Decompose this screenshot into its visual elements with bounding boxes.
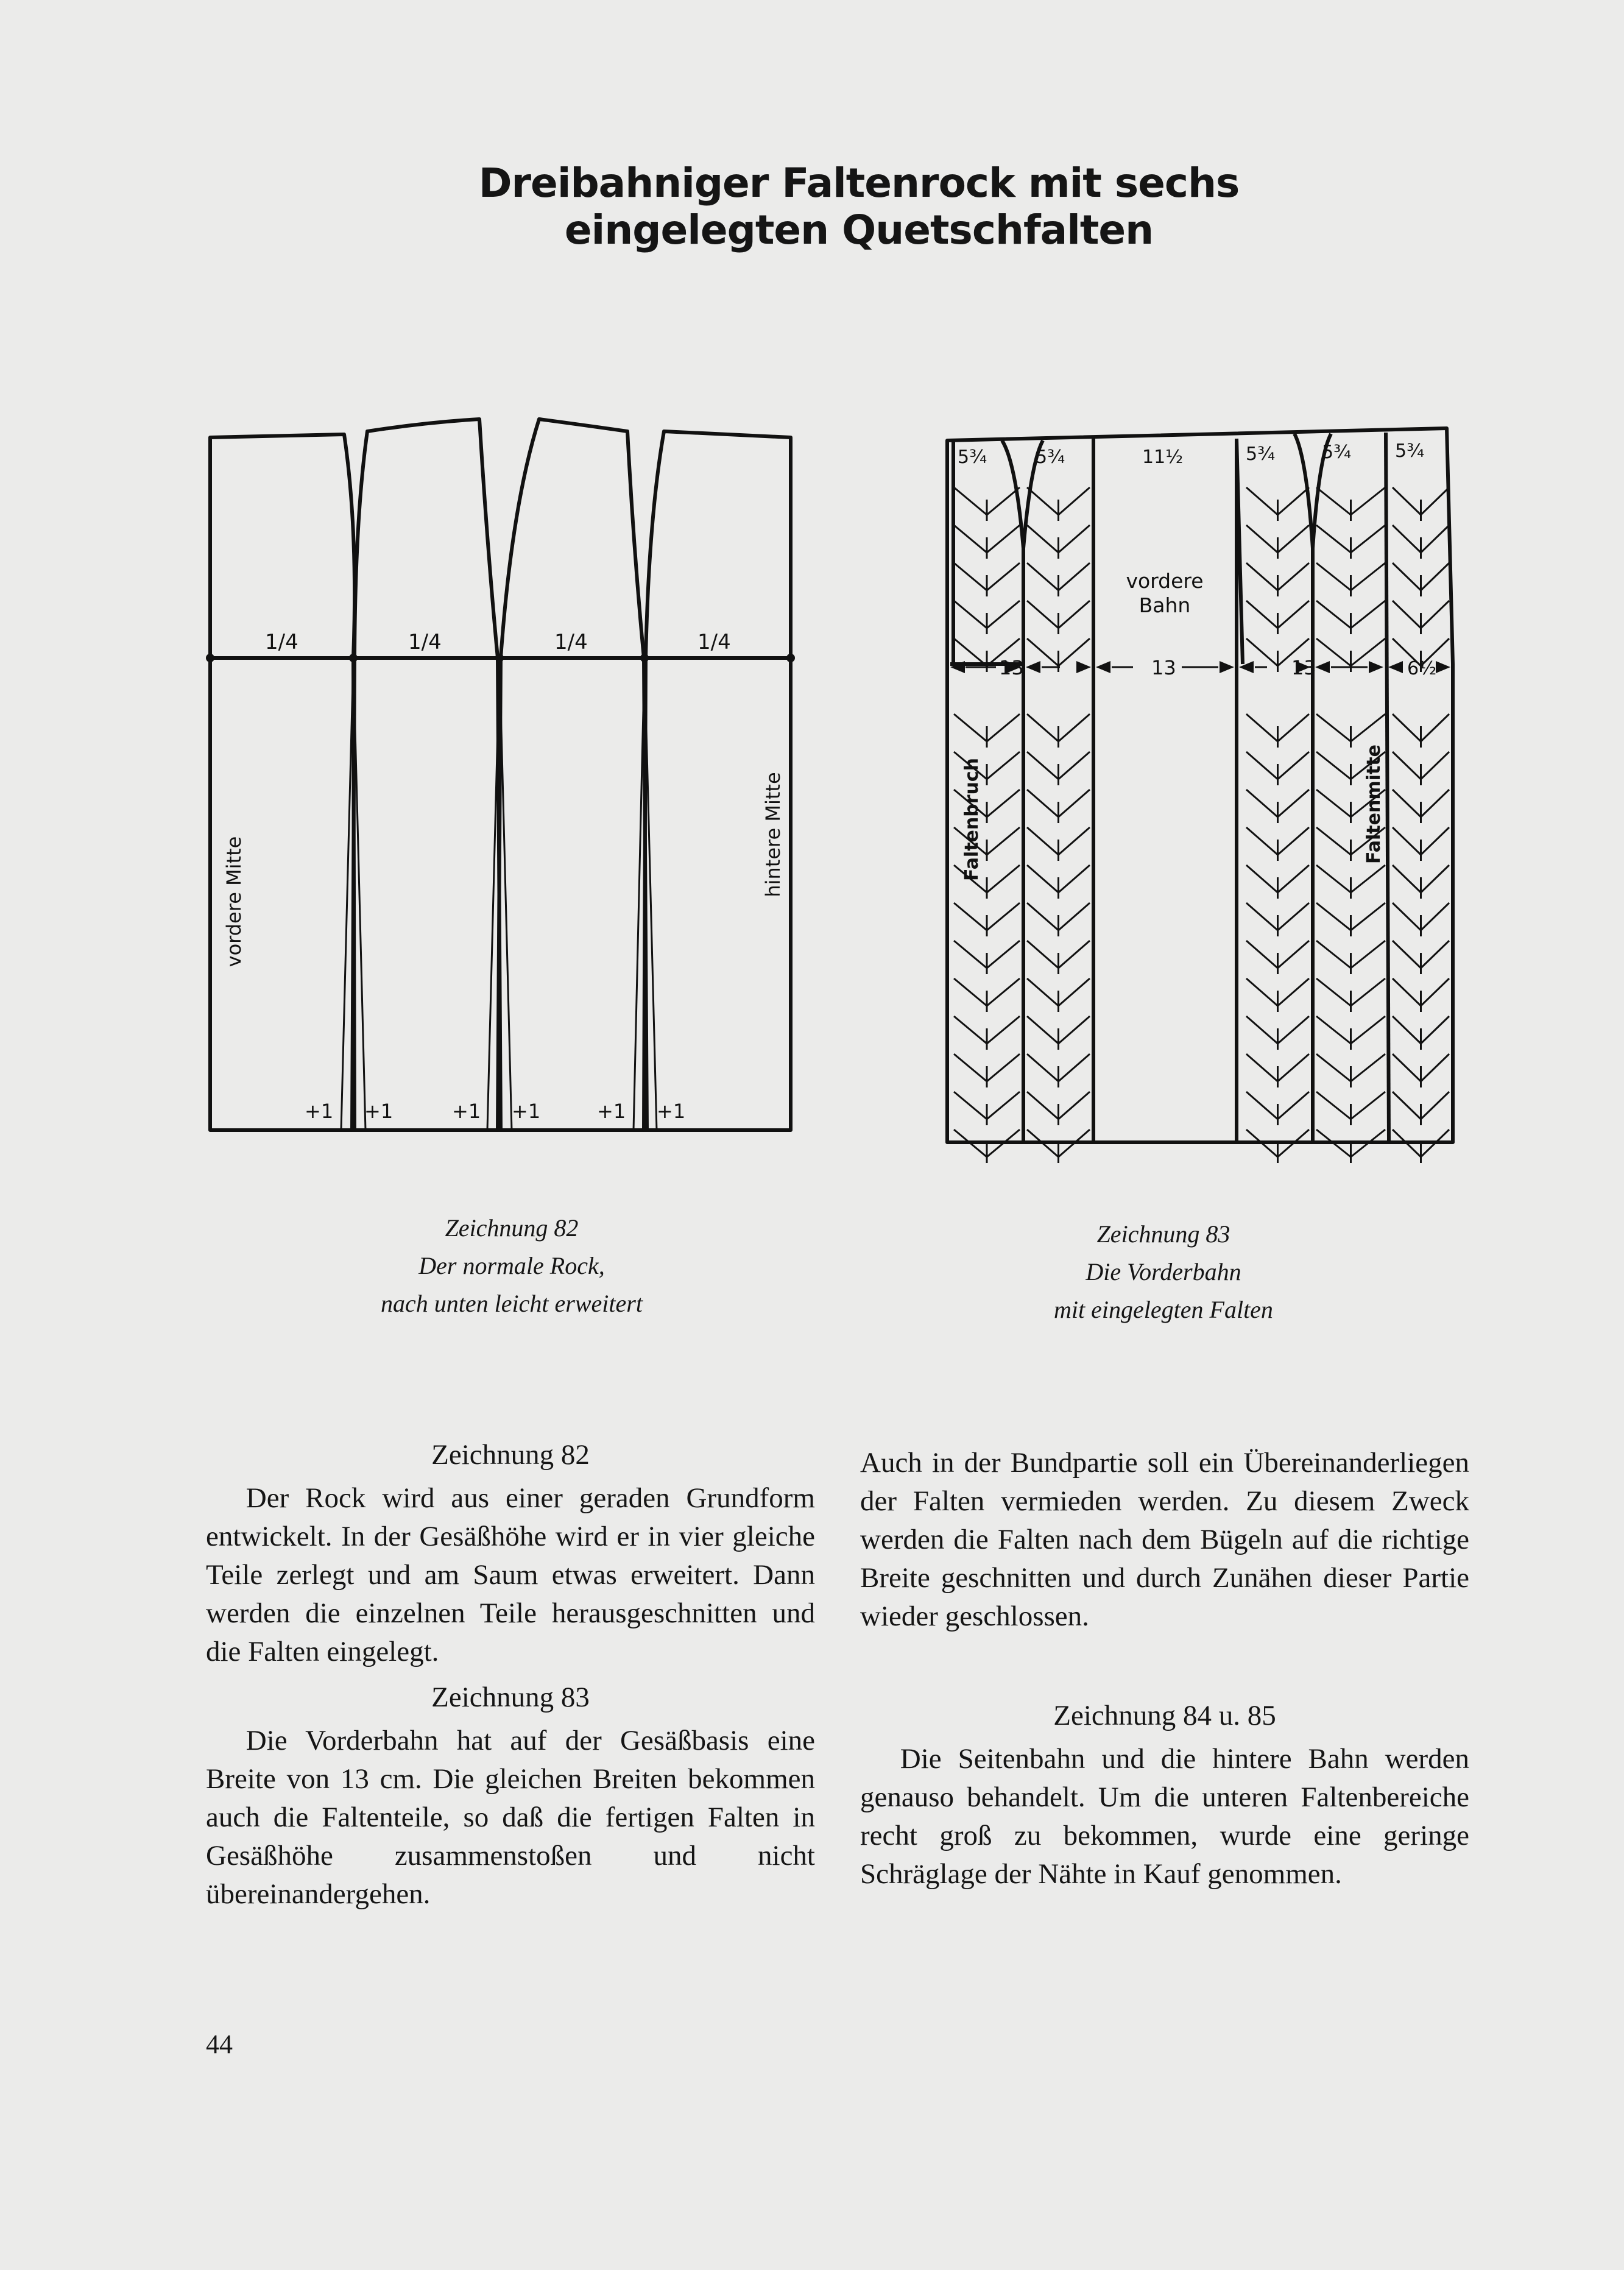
quarter-label-1: 1/4 [265, 630, 298, 654]
quarter-label-4: 1/4 [697, 630, 731, 654]
heading-zeichnung-82: Zeichnung 82 [431, 1439, 590, 1471]
plus-label-3: +1 [452, 1100, 481, 1123]
top-measure-1: 5¾ [958, 447, 987, 468]
top-measure-4: 5¾ [1246, 444, 1276, 465]
quarter-label-3: 1/4 [554, 630, 588, 654]
hintere-mitte-label: hintere Mitte [761, 772, 785, 897]
figure-83-caption-title: Zeichnung 83 [1096, 1220, 1230, 1248]
figure-82-caption-line2: nach unten leicht erweitert [381, 1290, 643, 1317]
plus-label-4: +1 [512, 1100, 541, 1123]
heading-zeichnung-83: Zeichnung 83 [431, 1681, 590, 1713]
top-measure-3: 11½ [1142, 447, 1184, 468]
width-measure-2: 13 [1151, 656, 1176, 679]
figure-83-caption-line1: Die Vorderbahn [1086, 1258, 1241, 1285]
figure-82-caption-title: Zeichnung 82 [445, 1214, 579, 1242]
plus-label-6: +1 [657, 1100, 686, 1123]
figure-82-caption [353, 1209, 670, 1323]
vordere-mitte-label: vordere Mitte [222, 836, 245, 967]
paragraph-zeichnung-83: Die Vorderbahn hat auf der Gesäßbasis eine Breite von 13 cm. Die gleichen Breiten bekommen auch die Faltenteile, so daß die fertigen Falten in Gesäßhöhe zusammenstoßen und nicht übereinandergehen. [206, 1725, 815, 1910]
figure-83-caption [1005, 1215, 1322, 1329]
center-label-line1: vordere [1126, 569, 1204, 593]
center-label-line2: Bahn [1139, 593, 1191, 617]
width-measure-3: 13 [1291, 656, 1316, 679]
width-measure-1: 13 [999, 656, 1024, 679]
paragraph-zeichnung-84-85: Die Seitenbahn und die hintere Bahn werden genauso behandelt. Um die unteren Faltenbereiche recht groß zu bekommen, wurde eine geringe Schräglage der Nähte in Kauf genommen. [860, 1743, 1469, 1890]
faltenmitte-label: Faltenmitte [1363, 744, 1385, 864]
width-measure-4: 6½ [1407, 658, 1437, 679]
plus-label-5: +1 [597, 1100, 626, 1123]
top-measure-5: 5¾ [1322, 442, 1352, 463]
top-measure-6: 5¾ [1395, 440, 1425, 462]
faltenbruch-label: Faltenbruch [961, 757, 983, 882]
plus-label-2: +1 [364, 1100, 394, 1123]
plus-label-1: +1 [305, 1100, 334, 1123]
paragraph-bundpartie: Auch in der Bundpartie soll ein Übereinanderliegen der Falten vermieden werden. Zu diesem Zweck werden die Falten nach dem Bügeln auf die richtige Breite geschnitten und durch Zunähen dieser Partie wieder geschlossen. [860, 1447, 1469, 1632]
top-measure-2: 5¾ [1036, 447, 1065, 468]
page-number: 44 [206, 2029, 233, 2059]
heading-zeichnung-84-85: Zeichnung 84 u. 85 [1053, 1700, 1276, 1731]
right-text-column [860, 1444, 1469, 1893]
figure-83-caption-line2: mit eingelegten Falten [1054, 1296, 1273, 1323]
left-text-column [206, 1436, 815, 1914]
quarter-label-2: 1/4 [408, 630, 442, 654]
page-title: Dreibahniger Faltenrock mit sechs eingelegten Quetschfalten [478, 160, 1240, 253]
paragraph-zeichnung-82: Der Rock wird aus einer geraden Grundform entwickelt. In der Gesäßhöhe wird er in vier gleiche Teile zerlegt und am Saum etwas erweitert. Dann werden die einzelnen Teile herausgeschnitten und die Falten eingelegt. [206, 1482, 815, 1667]
figure-82-caption-line1: Der normale Rock, [418, 1252, 605, 1279]
